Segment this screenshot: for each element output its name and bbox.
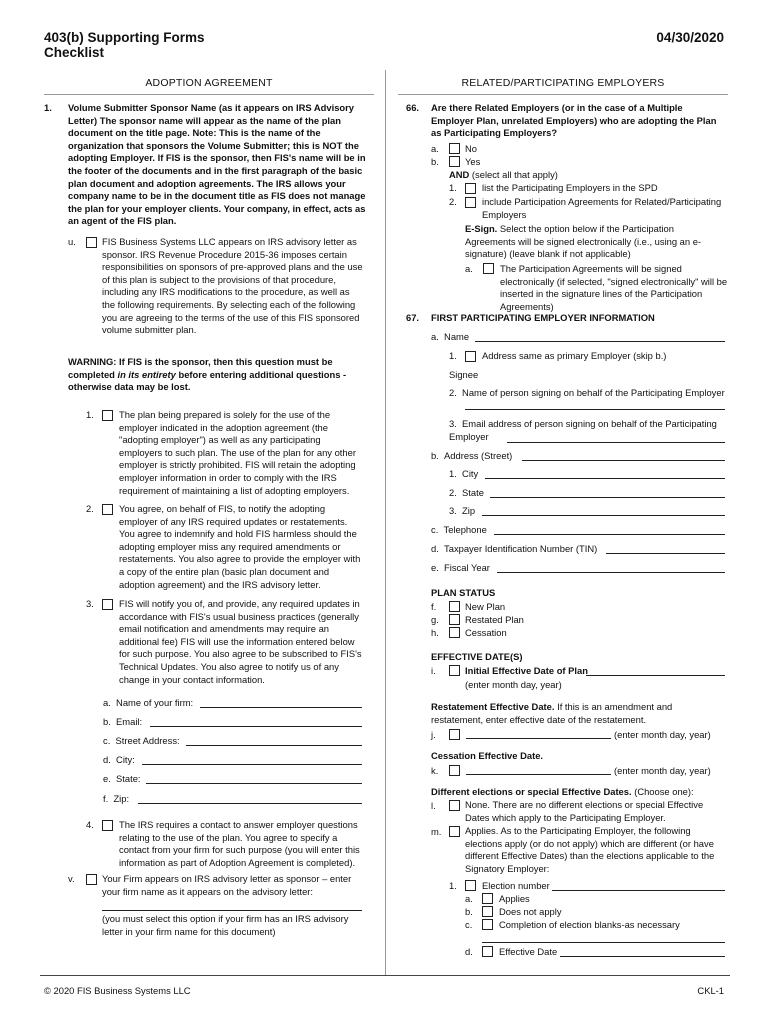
req1-checkbox[interactable] <box>102 410 113 421</box>
req4-checkbox[interactable] <box>102 820 113 831</box>
signee-name-label: 2. Name of person signing on behalf of the Participating Employer <box>449 387 725 398</box>
ps-h-letter: h. <box>431 627 439 638</box>
option-v-label: v. <box>68 873 75 884</box>
req2-number: 2. <box>86 503 94 514</box>
cessation-label: Cessation <box>465 627 507 638</box>
city-label: 1. City <box>449 468 479 479</box>
name-label: a. Name <box>431 331 470 342</box>
street-label: b. Address (Street) <box>431 450 513 461</box>
state-label: 2. State <box>449 487 484 498</box>
firm-zip-label: f. Zip: <box>103 793 130 804</box>
req1-number: 1. <box>86 409 94 420</box>
option-u-text: FIS Business Systems LLC appears on IRS advisory letter as sponsor. IRS Revenue Procedure 2015-36 imposes certain responsibilities on sponsors of pre-approved plans and the use of this plan is subject to the provisions of that procedure, including any IRS modifications to the procedure, as well as the following requirements. By selecting each of the following you are agreeing to the terms of the use of this FIS sponsored volume submitter plan. <box>102 236 363 336</box>
q66-text: Are there Related Employers (or in the case of a Multiple Employer Plan, unrelated Employers) who are adopting the Plan as Participating Employers? <box>431 102 717 139</box>
new-plan-checkbox[interactable] <box>449 601 460 612</box>
restatement-instruction: Restatement Effective Date. If this is an amendment and restatement, enter effective date of the restatement. <box>431 701 673 725</box>
q66-2-number: 2. <box>449 196 457 207</box>
street-field[interactable] <box>522 460 725 461</box>
q66-no-checkbox[interactable] <box>449 143 460 154</box>
option-v-text: Your Firm appears on IRS advisory letter as sponsor – enter your firm name as it appears on the advisory letter: <box>102 873 352 897</box>
cessation-checkbox[interactable] <box>449 627 460 638</box>
different-elections-heading: Different elections or special Effective Dates. (Choose one): <box>431 786 694 797</box>
no-different-elections-text: None. There are no different elections or special Effective Dates which apply to the Participating Employer. <box>465 799 704 823</box>
page-title: 403(b) Supporting Forms Checklist <box>44 30 205 60</box>
esign-option-text: The Participation Agreements will be signed electronically (if selected, "signed electronically" will be inserted in the signature lines of the Participation Agreements) <box>500 263 728 312</box>
req3-text: FIS will notify you of, and provide, any required updates in accordance with FIS's usual business practices (generally email notification and amendments may require an additional fee) FIS will use the information entered below for such purpose. You also agree to be subscribed to FIS's Technical Updates. You also agree to notify us of any change in your contact information. <box>119 598 362 685</box>
signee-email-label: 3. Email address of person signing on behalf of the Participating Employer <box>449 418 717 442</box>
el-d-letter: d. <box>465 946 473 957</box>
firm-city-field[interactable] <box>142 764 362 765</box>
esign-a-letter: a. <box>465 263 473 274</box>
restate-j-letter: j. <box>431 729 436 740</box>
el-a-letter: a. <box>465 893 473 904</box>
q1-number: 1. <box>44 102 52 113</box>
req3-checkbox[interactable] <box>102 599 113 610</box>
list-spd-label: list the Participating Employers in the SPD <box>482 182 658 193</box>
form-date: 04/30/2020 <box>656 30 724 45</box>
option-v-note: (you must select this option if your firm has an IRS advisory letter in your firm name for this document) <box>102 913 349 937</box>
el-1-number: 1. <box>449 880 457 891</box>
el-c-letter: c. <box>465 919 473 930</box>
address-same-checkbox[interactable] <box>465 351 476 362</box>
signee-name-field[interactable] <box>465 409 725 410</box>
election-applies-label: Applies <box>499 893 530 904</box>
cess-k-letter: k. <box>431 765 439 776</box>
q66-1-number: 1. <box>449 182 457 193</box>
q66-b-letter: b. <box>431 156 439 167</box>
initial-effective-date-label: Initial Effective Date of Plan <box>465 665 588 676</box>
tin-field[interactable] <box>606 553 725 554</box>
firm-street-field[interactable] <box>186 745 362 746</box>
election-blanks-checkbox[interactable] <box>482 919 493 930</box>
option-v-firm-field[interactable] <box>102 910 362 911</box>
initial-effective-date-field[interactable] <box>586 675 725 676</box>
participation-agreements-checkbox[interactable] <box>465 197 476 208</box>
eff-i-letter: i. <box>431 665 436 676</box>
zip-field[interactable] <box>482 515 725 516</box>
diff-m-letter: m. <box>431 826 442 837</box>
q66-yes-checkbox[interactable] <box>449 156 460 167</box>
warning-text: WARNING: If FIS is the sponsor, then this question must be completed in its entirety before entering additional questions - otherwise data may be lost. <box>68 356 347 393</box>
telephone-field[interactable] <box>494 534 725 535</box>
q66-a-letter: a. <box>431 143 439 154</box>
plan-status-heading: PLAN STATUS <box>431 587 496 598</box>
addr-same-number: 1. <box>449 350 457 361</box>
copyright: © 2020 FIS Business Systems LLC <box>44 985 191 996</box>
cessation-date-field[interactable] <box>466 774 611 775</box>
election-effective-date-label: Effective Date <box>499 946 558 957</box>
q67-heading: FIRST PARTICIPATING EMPLOYER INFORMATION <box>431 312 655 323</box>
ps-g-letter: g. <box>431 614 439 625</box>
firm-name-field[interactable] <box>200 707 362 708</box>
participation-agreements-label: include Participation Agreements for Related/Participating Employers <box>482 196 722 220</box>
fiscal-year-label: e. Fiscal Year <box>431 562 490 573</box>
election-does-not-apply-checkbox[interactable] <box>482 906 493 917</box>
option-u-label: u. <box>68 236 76 247</box>
adoption-agreement-heading: ADOPTION AGREEMENT <box>145 77 273 89</box>
q66-yes-label: Yes <box>465 156 481 167</box>
state-field[interactable] <box>490 497 725 498</box>
cessation-date-heading: Cessation Effective Date. <box>431 750 544 761</box>
restated-plan-checkbox[interactable] <box>449 614 460 625</box>
no-different-elections-checkbox[interactable] <box>449 800 460 811</box>
election-blanks-field[interactable] <box>482 942 725 943</box>
zip-label: 3. Zip <box>449 505 476 516</box>
req2-text: You agree, on behalf of FIS, to notify the adopting employer of any IRS required updates or restatements. You agree to indemnify and hold FIS harmless should the adopting employer miss any required amendments or restatements. You also agree to provide the employer with a copy of the entire plan (basic plan document and adoption agreement) and the IRS advisory letter. <box>119 503 361 590</box>
election-does-not-apply-label: Does not apply <box>499 906 562 917</box>
signee-email-field[interactable] <box>507 442 725 443</box>
diff-l-letter: l. <box>431 800 436 811</box>
req3-number: 3. <box>86 598 94 609</box>
option-u-checkbox[interactable] <box>86 237 97 248</box>
firm-state-label: e. State: <box>103 773 141 784</box>
cessation-date-hint: (enter month day, year) <box>614 765 711 776</box>
firm-street-label: c. Street Address: <box>103 735 180 746</box>
election-applies-checkbox[interactable] <box>482 893 493 904</box>
req1-text: The plan being prepared is solely for the use of the employer indicated in the adoption agreement (the "adopting employer") as well as any participating employers to such plan. The use of the plan for any other employer is strictly prohibited. FIS will retain the adopting employer information in order to comply with the IRS requirement of maintaining a list of adopting employers. <box>119 409 356 496</box>
restatement-date-field[interactable] <box>466 738 611 739</box>
q66-number: 66. <box>406 102 420 113</box>
applies-elections-checkbox[interactable] <box>449 826 460 837</box>
footer-rule <box>40 975 730 976</box>
election-number-label: Election number <box>482 880 550 891</box>
option-v-checkbox[interactable] <box>86 874 97 885</box>
firm-city-label: d. City: <box>103 754 135 765</box>
fiscal-year-field[interactable] <box>497 572 725 573</box>
firm-email-field[interactable] <box>150 726 362 727</box>
applies-elections-text: Applies. As to the Participating Employer, the following elections apply (or do not apply) which are different (or have different Effective Dates) than the elections applicable to the Signatory Employer: <box>465 825 715 874</box>
election-blanks-label: Completion of election blanks-as necessary <box>499 919 680 930</box>
election-number-checkbox[interactable] <box>465 880 476 891</box>
esign-instruction: E-Sign. Select the option below if the Participation Agreements will be signed electronically (i.e., using an e-signature) (leave blank if not applicable) <box>465 223 702 260</box>
req2-checkbox[interactable] <box>102 504 113 515</box>
restated-plan-label: Restated Plan <box>465 614 524 625</box>
q1-text: Volume Submitter Sponsor Name (as it appears on IRS Advisory Letter) The sponsor name will appear as the name of the plan document on the title page. Note: This is the name of the organization that sponsors the Volume Submitter; this is NOT the adopting Employer. If FIS is the sponsor, then FIS's name will be in the footer of the documents and in the first paragraph of the basic plan document and adoption agreements. The IRS allows your company name to be in the document title as FIS does not manage the plan for your employer clients. Your company, in effect, acts as an agent of the FIS plan. <box>68 102 366 227</box>
election-effective-date-field[interactable] <box>560 956 725 957</box>
firm-state-field[interactable] <box>146 783 362 784</box>
cessation-date-checkbox[interactable] <box>449 765 460 776</box>
firm-name-label: a. Name of your firm: <box>103 697 194 708</box>
esign-checkbox[interactable] <box>483 263 494 274</box>
column-divider <box>385 70 386 975</box>
election-effective-date-checkbox[interactable] <box>482 946 493 957</box>
effective-dates-heading: EFFECTIVE DATE(S) <box>431 651 523 662</box>
q67-number: 67. <box>406 312 420 323</box>
page-id: CKL-1 <box>697 985 724 996</box>
telephone-label: c. Telephone <box>431 524 487 535</box>
firm-email-label: b. Email: <box>103 716 143 727</box>
req4-number: 4. <box>86 819 94 830</box>
el-b-letter: b. <box>465 906 473 917</box>
city-field[interactable] <box>485 478 725 479</box>
initial-effective-date-checkbox[interactable] <box>449 665 460 676</box>
tin-label: d. Taxpayer Identification Number (TIN) <box>431 543 598 554</box>
election-number-field[interactable] <box>552 890 725 891</box>
left-heading-rule <box>44 94 374 95</box>
name-field[interactable] <box>475 341 725 342</box>
related-employers-heading: RELATED/PARTICIPATING EMPLOYERS <box>461 77 665 89</box>
req4-text: The IRS requires a contact to answer employer questions relating to the use of the plan. You agree to specify a contact from your firm for such purpose (you will enter this information as part of Adoption Agreement is completed). <box>119 819 360 868</box>
new-plan-label: New Plan <box>465 601 506 612</box>
address-same-label: Address same as primary Employer (skip b.) <box>482 350 667 361</box>
signee-label: Signee <box>449 369 479 380</box>
ps-f-letter: f. <box>431 601 437 612</box>
initial-effective-date-hint: (enter month day, year) <box>465 679 562 690</box>
firm-zip-field[interactable] <box>138 803 362 804</box>
q66-no-label: No <box>465 143 477 154</box>
restatement-date-hint: (enter month day, year) <box>614 729 711 740</box>
right-heading-rule <box>398 94 728 95</box>
and-instruction: AND (select all that apply) <box>449 169 558 180</box>
list-spd-checkbox[interactable] <box>465 183 476 194</box>
restatement-date-checkbox[interactable] <box>449 729 460 740</box>
